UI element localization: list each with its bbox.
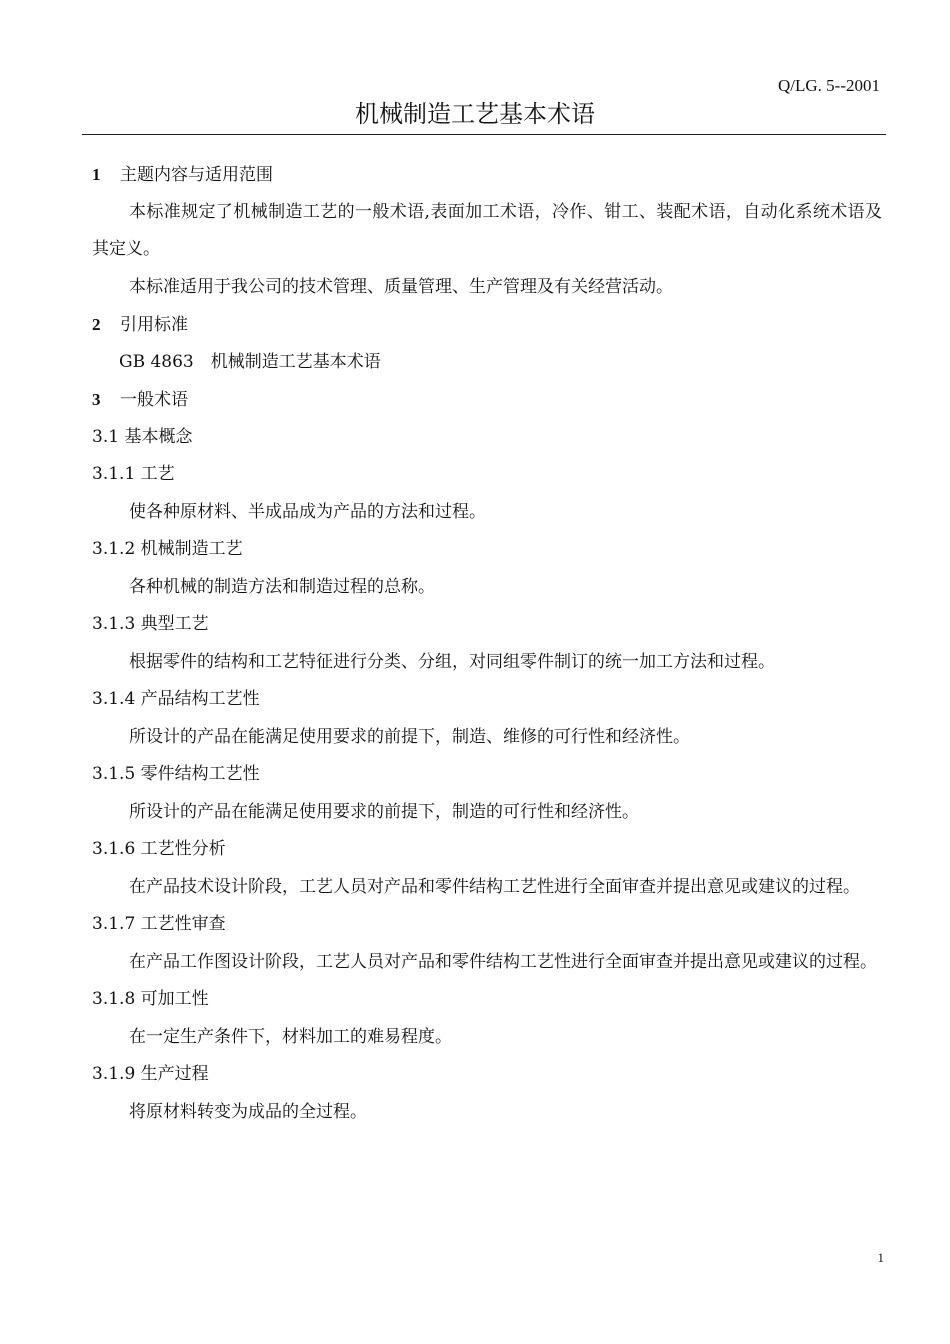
document-code: Q/LG. 5--2001 (778, 76, 880, 95)
section-2-heading (92, 306, 882, 344)
section-number: 3 (92, 390, 101, 409)
section-number: 2 (92, 315, 101, 334)
section-title: 引用标准 (120, 315, 188, 335)
term-heading: 3.1.5 零件结构工艺性 (92, 764, 260, 784)
section-3-heading (92, 381, 882, 419)
page-number: 1 (877, 1250, 884, 1265)
term-definition: 在产品技术设计阶段，工艺人员对产品和零件结构工艺性进行全面审查并提出意见或建议的过程。 (129, 876, 860, 897)
section-1-paragraph-1: 本标准规定了机械制造工艺的一般术语,表面加工术语，冷作、钳工、装配术语，自动化系统术语及其定义。 (92, 201, 882, 259)
term-heading: 3.1.6 工艺性分析 (92, 839, 226, 859)
reference-standard: GB 4863 机械制造工艺基本术语 (119, 351, 381, 372)
subsection-3-1-heading: 3.1 基本概念 (92, 426, 193, 447)
term-definition: 所设计的产品在能满足使用要求的前提下，制造、维修的可行性和经济性。 (129, 726, 690, 747)
term-heading: 3.1.8 可加工性 (92, 989, 209, 1009)
term-heading: 3.1.3 典型工艺 (92, 614, 209, 634)
header-rule (82, 134, 886, 135)
section-1-paragraph-2: 本标准适用于我公司的技术管理、质量管理、生产管理及有关经营活动。 (129, 276, 673, 297)
section-1-heading (92, 156, 882, 194)
document-title: 机械制造工艺基本术语 (355, 100, 595, 128)
term-definition: 各种机械的制造方法和制造过程的总称。 (129, 576, 435, 597)
term-heading: 3.1.9 生产过程 (92, 1064, 209, 1084)
term-heading: 3.1.4 产品结构工艺性 (92, 689, 260, 709)
section-title: 一般术语 (120, 390, 188, 410)
section-title: 主题内容与适用范围 (120, 165, 273, 185)
term-definition: 将原材料转变为成品的全过程。 (129, 1101, 367, 1122)
term-heading: 3.1.1 工艺 (92, 464, 175, 484)
term-definition: 根据零件的结构和工艺特征进行分类、分组，对同组零件制订的统一加工方法和过程。 (129, 651, 775, 672)
term-definition: 使各种原材料、半成品成为产品的方法和过程。 (129, 501, 486, 522)
term-heading: 3.1.2 机械制造工艺 (92, 539, 243, 559)
term-definition: 在一定生产条件下，材料加工的难易程度。 (129, 1026, 452, 1047)
term-heading: 3.1.7 工艺性审查 (92, 914, 226, 934)
term-definition: 所设计的产品在能满足使用要求的前提下，制造的可行性和经济性。 (129, 801, 639, 822)
document-body (92, 156, 882, 1131)
section-number: 1 (92, 165, 101, 184)
term-definition: 在产品工作图设计阶段，工艺人员对产品和零件结构工艺性进行全面审查并提出意见或建议的过程。 (129, 951, 877, 972)
